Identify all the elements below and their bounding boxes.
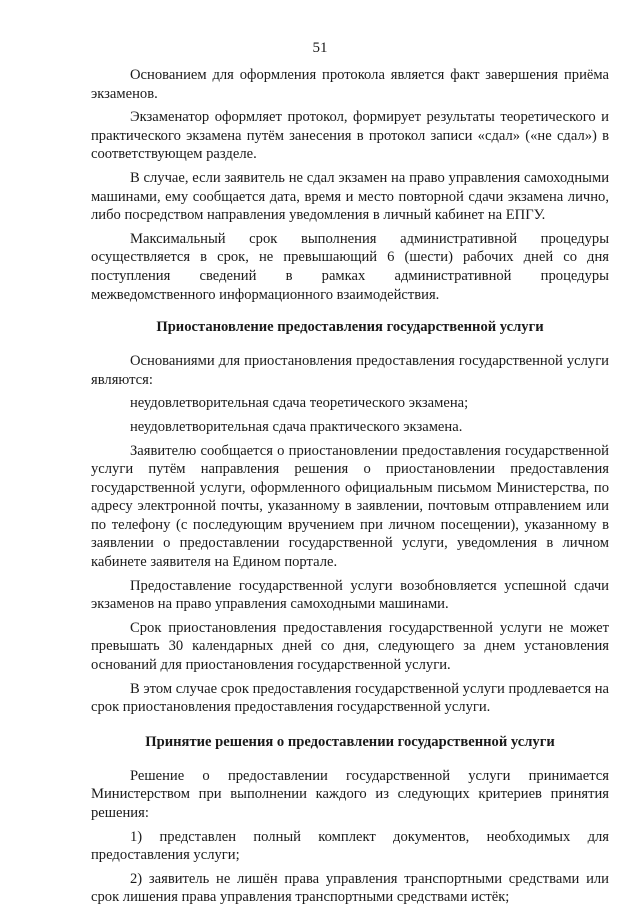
page-number: 51 bbox=[312, 40, 328, 56]
section-heading-suspension: Приостановление предоставления государственной услуги bbox=[156, 319, 544, 336]
list-item: неудовлетворительная сдача теоретического экзамена; bbox=[130, 395, 469, 412]
section-heading-decision: Принятие решения о предоставлении государственной услуги bbox=[145, 733, 555, 750]
paragraph: Решение о предоставлении государственной услуги принимается Министерством при выполнении каждого из следующих критериев принятия решения: bbox=[91, 767, 609, 821]
paragraph: Предоставление государственной услуги возобновляется успешной сдачи экзаменов на право управления самоходными машинами. bbox=[91, 577, 609, 613]
paragraph: Экзаменатор оформляет протокол, формирует результаты теоретического и практического экзамена путём занесения в протокол записи «сдал» («не сдал») в соответствующем разделе. bbox=[91, 109, 609, 163]
paragraph: Основанием для оформления протокола является факт завершения приёма экзаменов. bbox=[91, 67, 609, 102]
paragraph: Максимальный срок выполнения административной процедуры осуществляется в срок, не превышающий 6 (шести) рабочих дней со дня поступления сведений в рамках административной процедуры межведомственного информационного взаимодействия. bbox=[91, 230, 609, 303]
list-item: неудовлетворительная сдача практического экзамена. bbox=[130, 418, 463, 435]
paragraph: В случае, если заявитель не сдал экзамен на право управления самоходными машинами, ему сообщается дата, время и место повторной сдачи экзамена лично, либо посредством направления уведомления в личный кабинет на ЕПГУ. bbox=[91, 169, 609, 224]
document-body bbox=[91, 66, 609, 912]
paragraph: В этом случае срок предоставления государственной услуги продлевается на срок приостановления предоставления государственной услуги. bbox=[91, 680, 609, 716]
list-item: 2) заявитель не лишён права управления транспортными средствами или срок лишения права управления транспортными средствами истёк; bbox=[91, 870, 609, 906]
list-item: 1) представлен полный комплект документов, необходимых для предоставления услуги; bbox=[91, 828, 609, 864]
paragraph: Заявителю сообщается о приостановлении предоставления государственной услуги путём направления решения о приостановлении предоставления государственной услуги, оформленного официальным письмом Министерства, по адресу электронной почты, указанному в заявлении, почтовым отправлением или по телефону (с последующим вручением при личном посещении), указанному в заявлении о предоставлении государственной услуги, уведомления в личном кабинете заявителя на Едином портале. bbox=[91, 442, 609, 571]
paragraph: Основаниями для приостановления предоставления государственной услуги являются: bbox=[91, 353, 609, 388]
paragraph: Срок приостановления предоставления государственной услуги не может превышать 30 календарных дней со дня, следующего за днем установления оснований для приостановления государственной услуги. bbox=[91, 619, 609, 674]
